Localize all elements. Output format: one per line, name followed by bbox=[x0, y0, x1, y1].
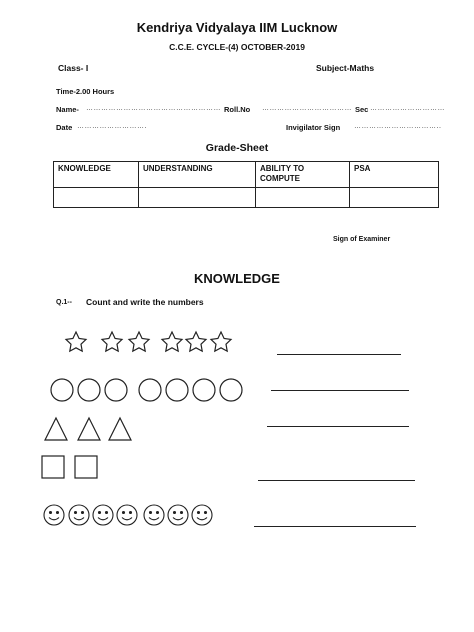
grade-cell-psa[interactable] bbox=[350, 188, 439, 208]
answer-line-stars[interactable] bbox=[277, 354, 401, 355]
class-label: Class- I bbox=[58, 63, 89, 73]
smiley-icon bbox=[69, 505, 89, 525]
triangle-icon bbox=[78, 418, 100, 440]
answer-line-squares[interactable] bbox=[258, 480, 415, 481]
circle-icon bbox=[51, 379, 73, 401]
roll-field[interactable]: ……………………………… bbox=[262, 105, 352, 112]
name-label: Name- bbox=[56, 105, 79, 114]
invigilator-label: Invigilator Sign bbox=[286, 123, 341, 132]
grade-sheet-title: Grade-Sheet bbox=[205, 142, 269, 154]
name-field[interactable]: ……………………………………………… bbox=[86, 105, 221, 112]
subject-label: Subject-Maths bbox=[316, 63, 375, 73]
grade-col-knowledge: KNOWLEDGE bbox=[54, 162, 139, 188]
square-icon bbox=[42, 456, 64, 478]
star-icon bbox=[102, 332, 122, 351]
answer-line-circles[interactable] bbox=[271, 390, 409, 391]
triangle-icon bbox=[109, 418, 131, 440]
grade-value-row bbox=[54, 188, 439, 208]
grade-cell-knowledge[interactable] bbox=[54, 188, 139, 208]
grade-col-understanding: UNDERSTANDING bbox=[139, 162, 256, 188]
triangle-icon bbox=[45, 418, 67, 440]
smiley-icon bbox=[93, 505, 113, 525]
section-title: KNOWLEDGE bbox=[194, 271, 280, 286]
grade-col-ability: ABILITY TO COMPUTE bbox=[256, 162, 350, 188]
date-label: Date bbox=[56, 123, 73, 132]
circle-icon bbox=[220, 379, 242, 401]
star-icon bbox=[66, 332, 86, 351]
star-icon bbox=[162, 332, 182, 351]
sec-field[interactable]: ………………………… bbox=[370, 105, 445, 112]
examiner-sign-label: Sign of Examiner bbox=[333, 236, 391, 243]
time-label: Time-2.00 Hours bbox=[56, 87, 115, 96]
grade-cell-ability[interactable] bbox=[256, 188, 350, 208]
circle-icon bbox=[105, 379, 127, 401]
smiley-icon bbox=[192, 505, 212, 525]
smiley-icon bbox=[44, 505, 64, 525]
date-field[interactable]: ………………………. bbox=[77, 123, 147, 130]
answer-line-triangles[interactable] bbox=[267, 426, 409, 427]
exam-title: C.C.E. CYCLE-(4) OCTOBER-2019 bbox=[169, 42, 305, 52]
square-row bbox=[42, 456, 97, 478]
circle-icon bbox=[193, 379, 215, 401]
smiley-icon bbox=[144, 505, 164, 525]
answer-line-smileys[interactable] bbox=[254, 526, 416, 527]
circle-icon bbox=[139, 379, 161, 401]
smiley-icon bbox=[117, 505, 137, 525]
circle-icon bbox=[166, 379, 188, 401]
circle-icon bbox=[78, 379, 100, 401]
invigilator-field[interactable]: …………………………….. bbox=[354, 123, 442, 130]
grade-header-row bbox=[54, 162, 439, 188]
grade-sheet-table bbox=[53, 161, 439, 208]
grade-cell-understanding[interactable] bbox=[139, 188, 256, 208]
counting-shapes bbox=[0, 320, 474, 540]
question-text: Count and write the numbers bbox=[86, 297, 204, 307]
question-number: Q.1-- bbox=[56, 299, 72, 306]
grade-col-psa: PSA bbox=[350, 162, 439, 188]
school-name: Kendriya Vidyalaya IIM Lucknow bbox=[136, 20, 338, 35]
circle-row bbox=[51, 379, 242, 401]
triangle-row bbox=[45, 418, 131, 440]
star-row bbox=[66, 332, 231, 351]
smiley-row bbox=[44, 505, 212, 525]
star-icon bbox=[129, 332, 149, 351]
star-icon bbox=[211, 332, 231, 351]
star-icon bbox=[186, 332, 206, 351]
sec-label: Sec bbox=[355, 105, 369, 114]
smiley-icon bbox=[168, 505, 188, 525]
square-icon bbox=[75, 456, 97, 478]
roll-label: Roll.No bbox=[224, 105, 251, 114]
